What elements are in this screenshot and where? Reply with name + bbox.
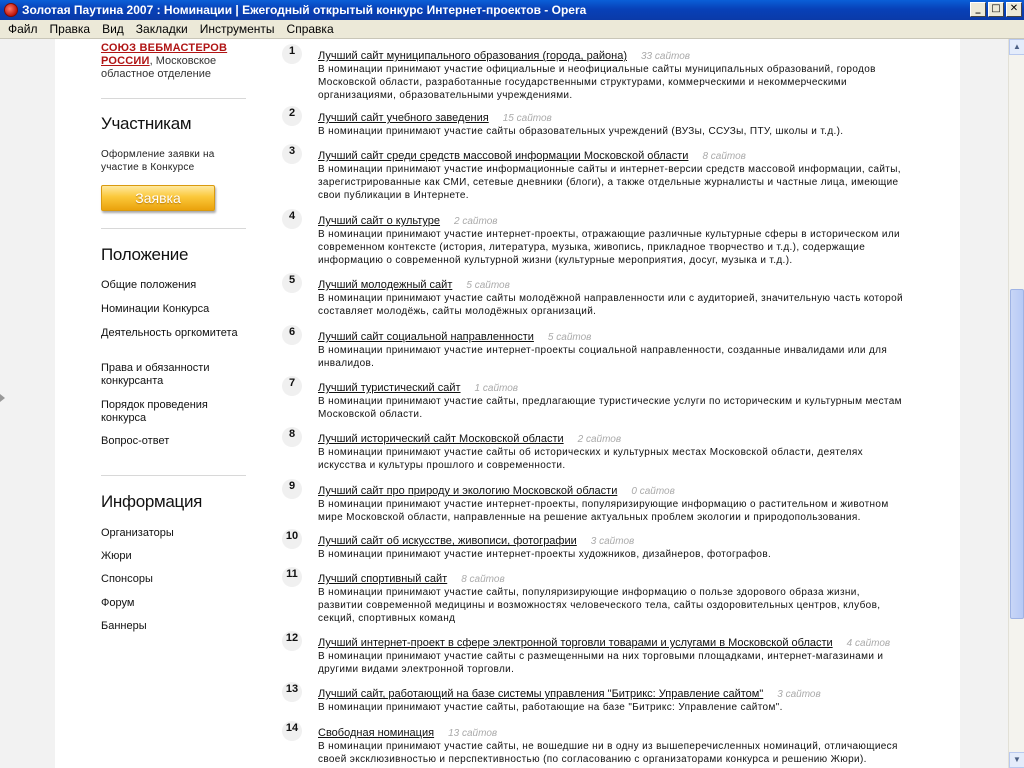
nomination-title-link[interactable]: Лучший сайт про природу и экологию Московской области	[318, 485, 618, 497]
nomination-site-count: 3 сайтов	[777, 689, 821, 700]
nomination-description: В номинации принимают участие сайты, популяризирующие информацию о пользе здорового образа жизни, развитии современной медицины и возможностях человеческого тела, сайты оздоровительных центров, клубов, секций, спортивных команд	[318, 587, 881, 624]
nomination-description: В номинации принимают участие сайты, не вошедшие ни в одну из вышеперечисленных номинаций, отличающиеся своей эксклюзивностью и перспективностью (по согласованию с организаторами конкурса и решению Жюри).	[318, 741, 898, 765]
nomination-title-link[interactable]: Лучший сайт учебного заведения	[318, 112, 489, 124]
menu-tools[interactable]: Инструменты	[199, 21, 275, 36]
divider	[101, 228, 246, 229]
nomination-number: 14	[282, 721, 302, 741]
nomination-site-count: 2 сайтов	[577, 434, 622, 445]
nomination-description: В номинации принимают участие интернет-проекты художников, дизайнеров, фотографов.	[318, 549, 772, 560]
link-rights[interactable]: Права и обязанности конкурсанта	[101, 362, 210, 387]
link-banners[interactable]: Баннеры	[101, 620, 147, 632]
link-jury[interactable]: Жюри	[101, 550, 132, 562]
nomination-description: В номинации принимают участие сайты молодёжной направленности или с аудиторией, значительную часть которой составляет молодёжь, сайты молодёжных организаций.	[318, 293, 903, 317]
link-forum[interactable]: Форум	[101, 597, 135, 609]
divider	[101, 475, 246, 476]
nomination-title-link[interactable]: Лучший сайт среди средств массовой информации Московской области	[318, 150, 689, 162]
scrollbar-thumb[interactable]	[1010, 289, 1024, 619]
menu-file[interactable]: Файл	[8, 21, 38, 36]
maximize-button[interactable]: □	[988, 2, 1004, 17]
nomination-description: В номинации принимают участие сайты об исторических и культурных местах Московской области, деятелях искусства и культуры прошлого и современности.	[318, 447, 863, 471]
nomination-site-count: 5 сайтов	[466, 280, 510, 291]
nomination-number: 11	[282, 567, 302, 587]
nomination-description: В номинации принимают участие официальные и неофициальные сайты муниципальных образований, городов Московской области, разработанные государственными структурами, коммерческими и некоммерческими организациями, образовательными учреждениями.	[318, 64, 876, 101]
section-title-information: Информация	[101, 492, 203, 511]
org-suffix: , Московское областное отделение	[101, 55, 217, 80]
nomination-description: В номинации принимают участие интернет-проекты социальной направленности, созданные инвалидами или для инвалидов.	[318, 345, 888, 369]
nomination-number: 1	[282, 44, 302, 64]
nomination-title-link[interactable]: Лучший спортивный сайт	[318, 573, 448, 585]
nomination-site-count: 8 сайтов	[461, 574, 505, 585]
nomination-number: 6	[282, 325, 302, 345]
nomination-site-count: 1 сайтов	[474, 383, 519, 394]
nomination-number: 7	[282, 376, 302, 396]
nomination-title-link[interactable]: Лучший сайт муниципального образования (города, района)	[318, 50, 627, 62]
link-faq[interactable]: Вопрос-ответ	[101, 435, 170, 447]
scroll-up-icon[interactable]: ▲	[1009, 39, 1024, 55]
link-organizers[interactable]: Организаторы	[101, 527, 174, 539]
nomination-number: 8	[282, 427, 302, 447]
nomination-description: В номинации принимают участие сайты, работающие на базе "Битрикс: Управление сайтом".	[318, 702, 783, 713]
nomination-description: В номинации принимают участие информационные сайты и интернет-версии средств массовой информации, сайты, зарегистрированные как СМИ, сетевые дневники (блоги), а также отдельные журналисты и частные лица, имеющие свои публикации в Интернете.	[318, 164, 901, 201]
window-title: Золотая Паутина 2007 : Номинации | Ежегодный открытый конкурс Интернет-проектов - Opera	[22, 3, 587, 17]
nomination-title-link[interactable]: Лучший сайт об искусстве, живописи, фотографии	[318, 535, 577, 547]
link-procedure[interactable]: Порядок проведения конкурса	[101, 399, 208, 424]
left-margin	[0, 39, 55, 768]
nomination-site-count: 13 сайтов	[448, 728, 498, 739]
nomination-title-link[interactable]: Свободная номинация	[318, 727, 435, 739]
menu-view[interactable]: Вид	[102, 21, 124, 36]
section-title-participants: Участникам	[101, 114, 192, 133]
nomination-title-link[interactable]: Лучший исторический сайт Московской области	[318, 433, 564, 445]
window-title-bar[interactable]	[0, 0, 1024, 20]
nomination-site-count: 0 сайтов	[631, 486, 675, 497]
org-link[interactable]: СОЮЗ ВЕБМАСТЕРОВ РОССИИ	[101, 42, 228, 67]
minimize-button[interactable]: _	[970, 2, 986, 17]
nomination-site-count: 2 сайтов	[454, 216, 498, 227]
nomination-number: 12	[282, 631, 302, 651]
nomination-title-link[interactable]: Лучший сайт социальной направленности	[318, 331, 534, 343]
nomination-site-count: 3 сайтов	[590, 536, 635, 547]
nomination-description: В номинации принимают участие интернет-проекты, популяризирующие информацию о растительном и животном мире Московской области, направленные на решение актуальных проблем экологии и природопользования.	[318, 499, 889, 523]
link-committee[interactable]: Деятельность оргкомитета	[101, 327, 238, 339]
nomination-title-link[interactable]: Лучший сайт о культуре	[318, 215, 441, 227]
nomination-site-count: 4 сайтов	[846, 638, 891, 649]
close-button[interactable]: ✕	[1006, 2, 1022, 17]
nomination-site-count: 8 сайтов	[702, 151, 746, 162]
link-nominations[interactable]: Номинации Конкурса	[101, 303, 210, 315]
nomination-site-count: 33 сайтов	[641, 51, 691, 62]
menu-bookmarks[interactable]: Закладки	[135, 21, 188, 36]
link-sponsors[interactable]: Спонсоры	[101, 573, 153, 585]
right-margin	[960, 39, 1008, 768]
nomination-number: 2	[282, 106, 302, 126]
nomination-site-count: 15 сайтов	[502, 113, 552, 124]
nomination-site-count: 5 сайтов	[547, 332, 592, 343]
nomination-description: В номинации принимают участие сайты, предлагающие туристические услуги по историческим и культурным местам Московской области.	[318, 396, 902, 420]
nomination-number: 10	[282, 529, 302, 549]
nomination-number: 13	[282, 682, 302, 702]
divider	[101, 98, 246, 99]
window-controls	[970, 2, 1022, 17]
section-title-regulations: Положение	[101, 245, 189, 264]
nomination-description: В номинации принимают участие интернет-проекты, отражающие различные культурные сферы в историческом или современном контексте (история, литература, музыка, живопись, прикладное творчество и т.д.), содержащие информацию о современной культурной жизни (культурные мероприятия, досуг, музыка и т.д.).	[318, 229, 900, 266]
menu-help[interactable]: Справка	[286, 21, 334, 36]
vertical-scrollbar[interactable]	[1008, 39, 1024, 768]
menu-edit[interactable]: Правка	[49, 21, 91, 36]
panel-toggle-icon[interactable]	[0, 394, 5, 402]
scroll-down-icon[interactable]: ▼	[1009, 752, 1024, 768]
nomination-number: 5	[282, 273, 302, 293]
nomination-title-link[interactable]: Лучший сайт, работающий на базе системы управления "Битрикс: Управление сайтом"	[318, 688, 764, 700]
nomination-title-link[interactable]: Лучший туристический сайт	[318, 382, 461, 394]
apply-description: Оформление заявки на участие в Конкурсе	[101, 149, 215, 173]
nomination-number: 9	[282, 479, 302, 499]
nomination-description: В номинации принимают участие сайты образовательных учреждений (ВУЗы, ССУЗы, ПТУ, школы и т.д.).	[318, 126, 844, 137]
nomination-description: В номинации принимают участие сайты с размещенными на них торговыми площадками, интернет-магазинами и другими видами электронной торговли.	[318, 651, 884, 675]
nomination-number: 4	[282, 209, 302, 229]
nomination-number: 3	[282, 144, 302, 164]
menu-bar	[0, 20, 1024, 39]
nomination-title-link[interactable]: Лучший молодежный сайт	[318, 279, 453, 291]
link-general-provisions[interactable]: Общие положения	[101, 279, 197, 291]
apply-button[interactable]: Заявка	[101, 185, 215, 211]
page-content	[0, 39, 1008, 768]
org-block	[101, 42, 241, 81]
opera-icon	[4, 3, 18, 17]
nomination-title-link[interactable]: Лучший интернет-проект в сфере электронной торговли товарами и услугами в Московской области	[318, 637, 833, 649]
